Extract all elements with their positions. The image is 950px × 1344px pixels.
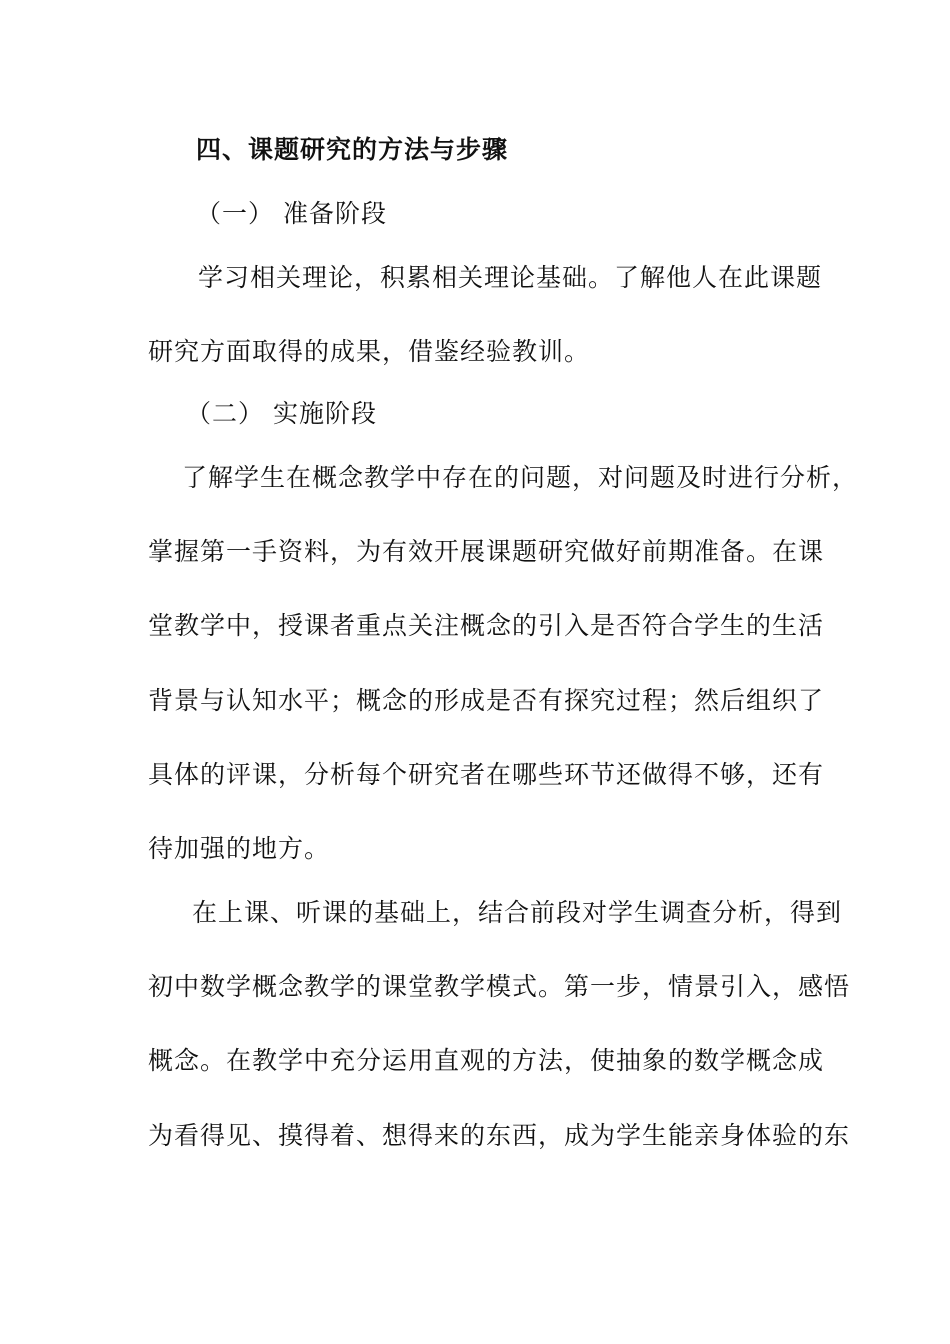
paragraph-line: 背景与认知水平；概念的形成是否有探究过程；然后组织了 <box>148 686 825 715</box>
paragraph-line: 学习相关理论，积累相关理论基础。了解他人在此课题 <box>198 263 823 292</box>
paragraph-line: 具体的评课，分析每个研究者在哪些环节还做得不够，还有 <box>148 760 825 789</box>
section-heading: 四、课题研究的方法与步骤 <box>196 135 509 164</box>
paragraph-line: 概念。在教学中充分运用直观的方法，使抽象的数学概念成 <box>148 1046 825 1075</box>
paragraph-line: 待加强的地方。 <box>148 834 331 863</box>
paragraph-line: 在上课、听课的基础上，结合前段对学生调查分析，得到 <box>192 898 843 927</box>
paragraph-line: 了解学生在概念教学中存在的问题，对问题及时进行分析， <box>182 463 859 492</box>
stage1-heading: （一） 准备阶段 <box>196 199 387 228</box>
paragraph-line: 研究方面取得的成果，借鉴经验教训。 <box>148 337 591 366</box>
paragraph-line: 初中数学概念教学的课堂教学模式。第一步，情景引入，感悟 <box>148 972 851 1001</box>
paragraph-line: 为看得见、摸得着、想得来的东西，成为学生能亲身体验的东 <box>148 1121 851 1150</box>
stage2-heading: （二） 实施阶段 <box>186 399 377 428</box>
paragraph-line: 堂教学中，授课者重点关注概念的引入是否符合学生的生活 <box>148 611 825 640</box>
paragraph-line: 掌握第一手资料，为有效开展课题研究做好前期准备。在课 <box>148 537 825 566</box>
